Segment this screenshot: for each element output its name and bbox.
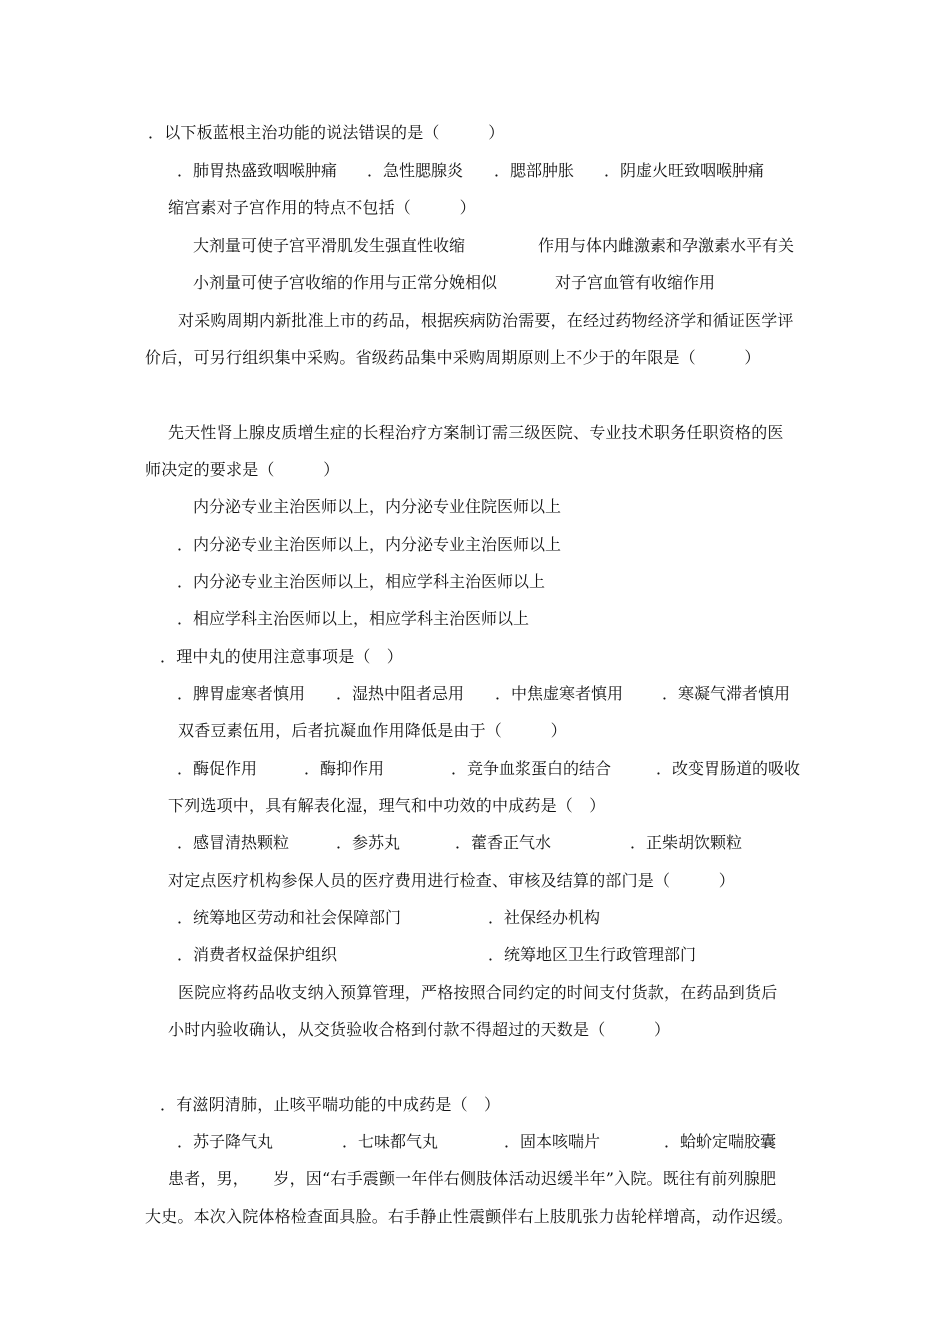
question-1-stem: ．以下板蓝根主治功能的说法错误的是（ ）	[148, 123, 505, 142]
question-2-option-c: 小剂量可使子宫收缩的作用与正常分娩相似	[193, 273, 498, 292]
question-1-option-c: ．腮部肿胀	[494, 161, 575, 180]
question-10-option-c: ．固本咳喘片	[504, 1132, 601, 1151]
question-8-option-a: ．统筹地区劳动和社会保障部门	[177, 908, 402, 927]
question-6-option-b: ．酶抑作用	[304, 759, 385, 778]
question-9-line-1: 医院应将药品收支纳入预算管理，严格按照合同约定的时间支付货款，在药品到货后	[178, 983, 778, 1002]
question-10-stem: ．有滋阴清肺，止咳平喘功能的中成药是（ ）	[160, 1095, 501, 1114]
question-6-option-c: ．竞争血浆蛋白的结合	[451, 759, 612, 778]
question-8-option-d: ．统筹地区卫生行政管理部门	[488, 945, 697, 964]
question-6-stem: 双香豆素伍用，后者抗凝血作用降低是由于（ ）	[178, 721, 567, 740]
question-7-option-a: ．感冒清热颗粒	[177, 833, 290, 852]
question-8-option-b: ．社保经办机构	[488, 908, 601, 927]
question-10-option-a: ．苏子降气丸	[177, 1132, 274, 1151]
question-1-option-a: ．肺胃热盛致咽喉肿痛	[177, 161, 338, 180]
question-11-line-2: 大史。本次入院体格检查面具脸。右手静止性震颤伴右上肢肌张力齿轮样增高，动作迟缓。	[145, 1207, 794, 1226]
question-2-option-a: 大剂量可使子宫平滑肌发生强直性收缩	[193, 236, 466, 255]
question-7-option-c: ．藿香正气水	[455, 833, 552, 852]
question-5-option-c: ．中焦虚寒者慎用	[495, 684, 624, 703]
question-4-option-b: ．内分泌专业主治医师以上，内分泌专业主治医师以上	[177, 535, 562, 554]
question-10-option-b: ．七味都气丸	[342, 1132, 439, 1151]
question-4-option-a: 内分泌专业主治医师以上，内分泌专业住院医师以上	[193, 497, 562, 516]
question-11-line-1: 患者，男， 岁，因“右手震颤一年伴右侧肢体活动迟缓半年”入院。既往有前列腺肥	[168, 1169, 777, 1188]
question-2-option-b: 作用与体内雌激素和孕激素水平有关	[538, 236, 795, 255]
question-4-line-2: 师决定的要求是（ ）	[145, 460, 340, 479]
question-6-option-a: ．酶促作用	[177, 759, 258, 778]
question-7-stem: 下列选项中，具有解表化湿，理气和中功效的中成药是（ ）	[168, 796, 606, 815]
question-5-option-a: ．脾胃虚寒者慎用	[177, 684, 306, 703]
question-9-line-2: 小时内验收确认，从交货验收合格到付款不得超过的天数是（ ）	[168, 1020, 671, 1039]
question-7-option-d: ．正柴胡饮颗粒	[630, 833, 743, 852]
question-4-option-d: ．相应学科主治医师以上，相应学科主治医师以上	[177, 609, 530, 628]
question-1-option-b: ．急性腮腺炎	[367, 161, 464, 180]
question-5-option-b: ．湿热中阻者忌用	[336, 684, 465, 703]
question-5-stem: ．理中丸的使用注意事项是（ ）	[160, 647, 404, 666]
question-2-option-d: 对子宫血管有收缩作用	[555, 273, 716, 292]
question-3-line-1: 对采购周期内新批准上市的药品，根据疾病防治需要，在经过药物经济学和循证医学评	[178, 311, 794, 330]
question-2-stem: 缩宫素对子宫作用的特点不包括（ ）	[168, 198, 476, 217]
question-3-line-2: 价后，可另行组织集中采购。省级药品集中采购周期原则上不少于的年限是（ ）	[145, 348, 761, 367]
question-1-option-d: ．阴虚火旺致咽喉肿痛	[604, 161, 765, 180]
question-10-option-d: ．蛤蚧定喘胶囊	[664, 1132, 777, 1151]
question-8-option-c: ．消费者权益保护组织	[177, 945, 338, 964]
question-7-option-b: ．参苏丸	[336, 833, 401, 852]
question-4-line-1: 先天性肾上腺皮质增生症的长程治疗方案制订需三级医院、专业技术职务任职资格的医	[168, 423, 784, 442]
question-6-option-d: ．改变胃肠道的吸收	[656, 759, 801, 778]
question-8-stem: 对定点医疗机构参保人员的医疗费用进行检查、审核及结算的部门是（ ）	[168, 871, 736, 890]
question-4-option-c: ．内分泌专业主治医师以上，相应学科主治医师以上	[177, 572, 546, 591]
question-5-option-d: ．寒凝气滞者慎用	[662, 684, 791, 703]
